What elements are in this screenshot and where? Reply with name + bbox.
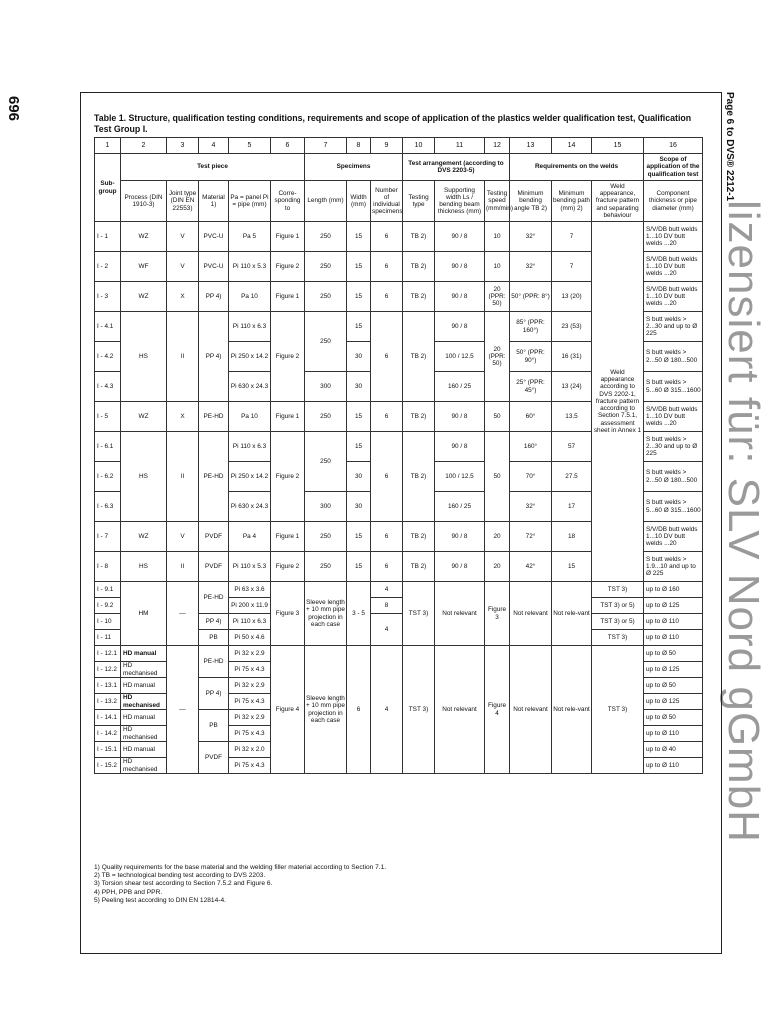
cell: I - 14.2 <box>95 726 121 742</box>
footnote: 2) TB = technological bending test according to DVS 2203. <box>94 872 266 880</box>
cell: HS <box>121 552 167 582</box>
width-header: Width (mm) <box>347 181 371 222</box>
cell: 32° <box>510 222 552 252</box>
cell: PP 4) <box>199 312 229 402</box>
cell: HM <box>121 582 167 646</box>
cell: up to Ø 50 <box>644 678 703 694</box>
cell: TB 2) <box>403 252 435 282</box>
cell: 4 <box>371 614 403 646</box>
cell: TB 2) <box>403 432 435 522</box>
dimension-header: Pa = panel Pi = pipe (mm) <box>229 181 271 222</box>
process-header: Process (DIN 1910-3) <box>121 181 167 222</box>
cell: S/V/DB butt welds 1...10 DV butt welds ...20 <box>644 282 703 312</box>
col-number: 6 <box>271 138 305 154</box>
cell: 42° <box>510 552 552 582</box>
cell: 16 (31) <box>552 342 592 372</box>
cell: 250 <box>305 402 347 432</box>
col-number: 12 <box>485 138 510 154</box>
cell: Not relevant <box>435 582 485 646</box>
cell: Pi 75 x 4.3 <box>229 694 271 710</box>
cell: 15 <box>347 432 371 462</box>
cell: I - 6.1 <box>95 432 121 462</box>
page-number: 696 <box>5 96 22 122</box>
cell: 20 <box>485 552 510 582</box>
cell: 15 <box>347 282 371 312</box>
cell: PVDF <box>199 522 229 552</box>
cell: 90 / 8 <box>435 552 485 582</box>
qualification-table <box>94 137 703 774</box>
cell: Figure 1 <box>271 222 305 252</box>
cell: PP 4) <box>199 282 229 312</box>
cell: I - 15.1 <box>95 742 121 758</box>
component-thickness-header: Component thickness or pipe diameter (mm) <box>644 181 703 222</box>
cell: I - 9.1 <box>95 582 121 598</box>
cell: Not relevant <box>510 646 552 774</box>
cell: 300 <box>305 492 347 522</box>
cell: S butt welds > 5...60 Ø 315...1600 <box>644 372 703 402</box>
cell: 85° (PPR: 160°) <box>510 312 552 342</box>
cell: I - 11 <box>95 630 121 646</box>
cell: 15 <box>347 402 371 432</box>
cell: S/V/DB butt welds 1...10 DV butt welds ...20 <box>644 402 703 432</box>
cell: 15 <box>347 312 371 342</box>
cell: HD manual <box>121 678 167 694</box>
cell: Pi 75 x 4.3 <box>229 662 271 678</box>
cell: Pi 32 x 2.0 <box>229 742 271 758</box>
cell: 70° <box>510 462 552 492</box>
cell: HD mechanised <box>121 758 167 774</box>
cell: Not rele-vant <box>552 646 592 774</box>
cell: 13 (24) <box>552 372 592 402</box>
cell: 4 <box>371 582 403 598</box>
cell: PB <box>199 630 229 646</box>
cell: S butt welds > 2...30 and up to Ø 225 <box>644 432 703 462</box>
cell: PVDF <box>199 742 229 774</box>
cell: S butt welds > 2...30 and up to Ø 225 <box>644 312 703 342</box>
cell: PVDF <box>199 552 229 582</box>
cell: TST 3) <box>592 646 644 774</box>
cell: HD mechanised <box>121 694 167 710</box>
cell: up to Ø 110 <box>644 726 703 742</box>
cell: up to Ø 50 <box>644 646 703 662</box>
cell: Pi 63 x 3.6 <box>229 582 271 598</box>
testing-speed-header: Testing speed (mm/min) <box>485 181 510 222</box>
testing-type-header: Testing type <box>403 181 435 222</box>
cell: 6 <box>371 432 403 522</box>
cell: WZ <box>121 522 167 552</box>
cell: PP 4) <box>199 614 229 630</box>
col-number: 8 <box>347 138 371 154</box>
cell: 250 <box>305 252 347 282</box>
cell: Pi 110 x 5.3 <box>229 252 271 282</box>
table-row <box>95 646 703 662</box>
cell: Figure 2 <box>271 312 305 402</box>
cell: 4 <box>371 646 403 774</box>
weld-appearance-header: Weld appearance, fracture pattern and separating behaviour <box>592 181 644 222</box>
cell: Pa 10 <box>229 282 271 312</box>
cell: PE-HD <box>199 402 229 432</box>
subgroup-header: Sub-group <box>95 154 121 222</box>
col-number: 3 <box>167 138 199 154</box>
cell: Not relevant <box>510 582 552 646</box>
cell: Pi 32 x 2.9 <box>229 710 271 726</box>
cell: 50 <box>485 402 510 432</box>
min-bending-path-header: Minimum bending path (mm) 2) <box>552 181 592 222</box>
cell: I - 2 <box>95 252 121 282</box>
cell: 15 <box>552 552 592 582</box>
cell: 32° <box>510 492 552 522</box>
cell: 13 (20) <box>552 282 592 312</box>
cell: 50° (PPR: 8°) <box>510 282 552 312</box>
cell: II <box>167 312 199 402</box>
cell: up to Ø 110 <box>644 614 703 630</box>
page-header: Page 6 to DVS® 2212-1 <box>724 92 735 202</box>
cell: S/V/DB butt welds 1...10 DV butt welds ...20 <box>644 522 703 552</box>
cell: 13.5 <box>552 402 592 432</box>
cell: WZ <box>121 402 167 432</box>
cell: 32° <box>510 252 552 282</box>
cell: PE-HD <box>199 582 229 614</box>
footnotes <box>94 864 694 905</box>
cell: Pi 250 x 14.2 <box>229 462 271 492</box>
cell: 30 <box>347 342 371 372</box>
cell: I - 6.2 <box>95 462 121 492</box>
cell: TST 3) <box>592 630 644 646</box>
cell: I - 15.2 <box>95 758 121 774</box>
cell: WF <box>121 252 167 282</box>
weld-appearance-cell: Weld appearance according to DVS 2202-1, fracture pattern according to Section 7.5.1, assessment sheet in Annex 1 <box>592 222 644 582</box>
cell: X <box>167 402 199 432</box>
cell: Pi 110 x 6.3 <box>229 432 271 462</box>
cell: up to Ø 50 <box>644 710 703 726</box>
table-caption: Table 1. Structure, qualification testing conditions, requirements and scope of application of the plastics welder qualification test, Qualification Test Group I. <box>94 113 692 134</box>
cell: TB 2) <box>403 522 435 552</box>
cell: 20 <box>485 522 510 552</box>
cell: Pi 32 x 2.9 <box>229 646 271 662</box>
cell: PVC-U <box>199 252 229 282</box>
cell: I - 14.1 <box>95 710 121 726</box>
scope-header: Scope of application of the qualification test <box>644 154 703 181</box>
col-number: 9 <box>371 138 403 154</box>
cell: S butt welds > 5...60 Ø 315...1600 <box>644 492 703 522</box>
cell: 250 <box>305 222 347 252</box>
cell: Sleeve length + 10 mm pipe projection in each case <box>305 582 347 646</box>
cell: up to Ø 110 <box>644 758 703 774</box>
col-number: 2 <box>121 138 167 154</box>
cell: I - 7 <box>95 522 121 552</box>
cell: 250 <box>305 552 347 582</box>
joint-type-header: Joint type (DIN EN 22553) <box>167 181 199 222</box>
cell: I - 8 <box>95 552 121 582</box>
cell: — <box>167 646 199 774</box>
cell: I - 1 <box>95 222 121 252</box>
cell: TST 3) <box>592 582 644 598</box>
cell: — <box>167 582 199 646</box>
cell: 90 / 8 <box>435 252 485 282</box>
test-piece-header: Test piece <box>121 154 305 181</box>
col-number: 5 <box>229 138 271 154</box>
cell: up to Ø 125 <box>644 598 703 614</box>
cell: 10 <box>485 222 510 252</box>
cell: Not rele-vant <box>552 582 592 646</box>
cell: up to Ø 125 <box>644 662 703 678</box>
cell: Pa 4 <box>229 522 271 552</box>
license-watermark: lizensiert für: SLV Nord gGmbH <box>719 200 768 843</box>
col-number: 11 <box>435 138 485 154</box>
cell: 50 <box>485 432 510 522</box>
cell: 30 <box>347 462 371 492</box>
footnote: 4) PPH, PPB and PPR. <box>94 888 163 896</box>
specimens-header: Specimens <box>305 154 403 181</box>
cell: 90 / 8 <box>435 402 485 432</box>
min-bending-angle-header: Minimum bending angle TB 2) <box>510 181 552 222</box>
cell: TB 2) <box>403 282 435 312</box>
cell: 90 / 8 <box>435 282 485 312</box>
cell: 30 <box>347 372 371 402</box>
cell: 17 <box>552 492 592 522</box>
sub-header-row <box>95 181 703 222</box>
cell: I - 13.1 <box>95 678 121 694</box>
cell: Pi 75 x 4.3 <box>229 726 271 742</box>
cell: I - 4.2 <box>95 342 121 372</box>
cell: Pi 630 x 24.3 <box>229 492 271 522</box>
cell: II <box>167 552 199 582</box>
cell: I - 12.1 <box>95 646 121 662</box>
col-number: 4 <box>199 138 229 154</box>
cell: PE-HD <box>199 646 229 678</box>
cell: X <box>167 282 199 312</box>
cell: 250 <box>305 522 347 552</box>
cell: 160 / 25 <box>435 492 485 522</box>
cell: Not relevant <box>435 646 485 774</box>
cell: 50° (PPR: 90°) <box>510 342 552 372</box>
cell: TB 2) <box>403 552 435 582</box>
cell: Pi 250 x 14.2 <box>229 342 271 372</box>
footnote: 1) Quality requirements for the base material and the welding filler material according to Section 7.1. <box>94 864 387 871</box>
table-row <box>95 582 703 598</box>
cell: up to Ø 110 <box>644 630 703 646</box>
cell: 250 <box>305 312 347 372</box>
cell: Pa 5 <box>229 222 271 252</box>
cell: HD manual <box>121 710 167 726</box>
cell: II <box>167 432 199 522</box>
cell: V <box>167 522 199 552</box>
cell: 27.5 <box>552 462 592 492</box>
col-number: 15 <box>592 138 644 154</box>
cell: TST 3) <box>403 582 435 646</box>
table-row <box>95 222 703 252</box>
cell: Pi 75 x 4.3 <box>229 758 271 774</box>
cell: 10 <box>485 252 510 282</box>
col-number: 1 <box>95 138 121 154</box>
cell: TST 3) <box>403 646 435 774</box>
cell: 6 <box>371 522 403 552</box>
cell: 18 <box>552 522 592 552</box>
cell: 3 - 5 <box>347 582 371 646</box>
col-number: 13 <box>510 138 552 154</box>
footnote: 3) Torsion shear test according to Section 7.5.2 and Figure 6. <box>94 880 273 888</box>
cell: Figure 1 <box>271 282 305 312</box>
cell: Pi 110 x 6.3 <box>229 312 271 342</box>
cell: Pi 200 x 11.9 <box>229 598 271 614</box>
number-header: Number of individual specimens <box>371 181 403 222</box>
cell: up to Ø 40 <box>644 742 703 758</box>
cell: 160 / 25 <box>435 372 485 402</box>
cell: 23 (53) <box>552 312 592 342</box>
cell: I - 9.2 <box>95 598 121 614</box>
cell: 15 <box>347 522 371 552</box>
cell: S/V/DB butt welds 1...10 DV butt welds ...20 <box>644 252 703 282</box>
cell: 6 <box>371 252 403 282</box>
supporting-width-header: Supporting width Ls / bending beam thickness (mm) <box>435 181 485 222</box>
material-header: Material 1) <box>199 181 229 222</box>
cell: Pi 110 x 5.3 <box>229 552 271 582</box>
cell: Figure 2 <box>271 252 305 282</box>
corresponding-header: Corre-sponding to <box>271 181 305 222</box>
cell: HD manual <box>121 742 167 758</box>
cell: TST 3) or 5) <box>592 598 644 614</box>
cell: V <box>167 222 199 252</box>
cell: 25° (PPR: 45°) <box>510 372 552 402</box>
requirements-header: Requirements on the welds <box>510 154 644 181</box>
cell: Figure 2 <box>271 552 305 582</box>
cell: 6 <box>371 402 403 432</box>
col-number: 14 <box>552 138 592 154</box>
cell: Pi 32 x 2.9 <box>229 678 271 694</box>
cell: Figure 2 <box>271 432 305 522</box>
cell: Figure 3 <box>271 582 305 646</box>
cell: 160° <box>510 432 552 462</box>
footnote: 5) Peeling test according to DIN EN 12814-4. <box>94 896 226 904</box>
cell: S butt welds > 2...50 Ø 180...500 <box>644 462 703 492</box>
cell: 90 / 8 <box>435 312 485 342</box>
cell: TB 2) <box>403 312 435 402</box>
test-arrangement-header: Test arrangement (according to DVS 2203-5) <box>403 154 510 181</box>
cell: up to Ø 160 <box>644 582 703 598</box>
cell: 90 / 8 <box>435 432 485 462</box>
cell: PE-HD <box>199 432 229 522</box>
cell: I - 13.2 <box>95 694 121 710</box>
cell: WZ <box>121 222 167 252</box>
cell: TST 3) or 5) <box>592 614 644 630</box>
cell: Figure 4 <box>485 646 510 774</box>
cell: I - 4.1 <box>95 312 121 342</box>
cell: 15 <box>347 252 371 282</box>
cell: Pi 110 x 6.3 <box>229 614 271 630</box>
cell: Pa 10 <box>229 402 271 432</box>
cell: 72° <box>510 522 552 552</box>
cell: 15 <box>347 552 371 582</box>
cell: 100 / 12.5 <box>435 462 485 492</box>
cell: Sleeve length + 10 mm pipe projection in each case <box>305 646 347 774</box>
cell: Figure 1 <box>271 402 305 432</box>
cell: V <box>167 252 199 282</box>
cell: 6 <box>371 312 403 402</box>
cell: S butt welds > 1.9...10 and up to Ø 225 <box>644 552 703 582</box>
cell: PVC-U <box>199 222 229 252</box>
cell: Figure 4 <box>271 646 305 774</box>
length-header: Length (mm) <box>305 181 347 222</box>
cell: 60° <box>510 402 552 432</box>
cell: 6 <box>371 282 403 312</box>
cell: 250 <box>305 432 347 492</box>
cell: S butt welds > 2...50 Ø 180...500 <box>644 342 703 372</box>
cell: I - 10 <box>95 614 121 630</box>
cell: HD manual <box>121 646 167 662</box>
cell: 7 <box>552 252 592 282</box>
cell: Figure 3 <box>485 582 510 646</box>
cell: up to Ø 125 <box>644 694 703 710</box>
cell: TB 2) <box>403 402 435 432</box>
cell: I - 3 <box>95 282 121 312</box>
cell: 250 <box>305 282 347 312</box>
col-number: 10 <box>403 138 435 154</box>
group-header-row <box>95 154 703 181</box>
cell: 6 <box>371 222 403 252</box>
col-number: 16 <box>644 138 703 154</box>
cell: WZ <box>121 282 167 312</box>
cell: 30 <box>347 492 371 522</box>
cell: 15 <box>347 222 371 252</box>
cell: 90 / 8 <box>435 522 485 552</box>
cell: 6 <box>371 552 403 582</box>
cell: 8 <box>371 598 403 614</box>
cell: HD mechanised <box>121 726 167 742</box>
cell: Figure 1 <box>271 522 305 552</box>
col-number: 7 <box>305 138 347 154</box>
cell: TB 2) <box>403 222 435 252</box>
cell: 300 <box>305 372 347 402</box>
cell: HS <box>121 432 167 522</box>
cell: I - 5 <box>95 402 121 432</box>
cell: Pi 50 x 4.6 <box>229 630 271 646</box>
cell: PP 4) <box>199 678 229 710</box>
cell: 20 (PPR: 50) <box>485 312 510 402</box>
cell: I - 6.3 <box>95 492 121 522</box>
cell: S/V/DB butt welds 1...10 DV butt welds ...20 <box>644 222 703 252</box>
cell: I - 12.2 <box>95 662 121 678</box>
cell: 6 <box>347 646 371 774</box>
cell: 90 / 8 <box>435 222 485 252</box>
cell: I - 4.3 <box>95 372 121 402</box>
cell: PB <box>199 710 229 742</box>
cell: HD mechanised <box>121 662 167 678</box>
cell: 7 <box>552 222 592 252</box>
cell: 57 <box>552 432 592 462</box>
cell: 20 (PPR: 50) <box>485 282 510 312</box>
cell: 100 / 12.5 <box>435 342 485 372</box>
cell: HS <box>121 312 167 402</box>
cell: Pi 630 x 24.3 <box>229 372 271 402</box>
column-number-row <box>95 138 703 154</box>
